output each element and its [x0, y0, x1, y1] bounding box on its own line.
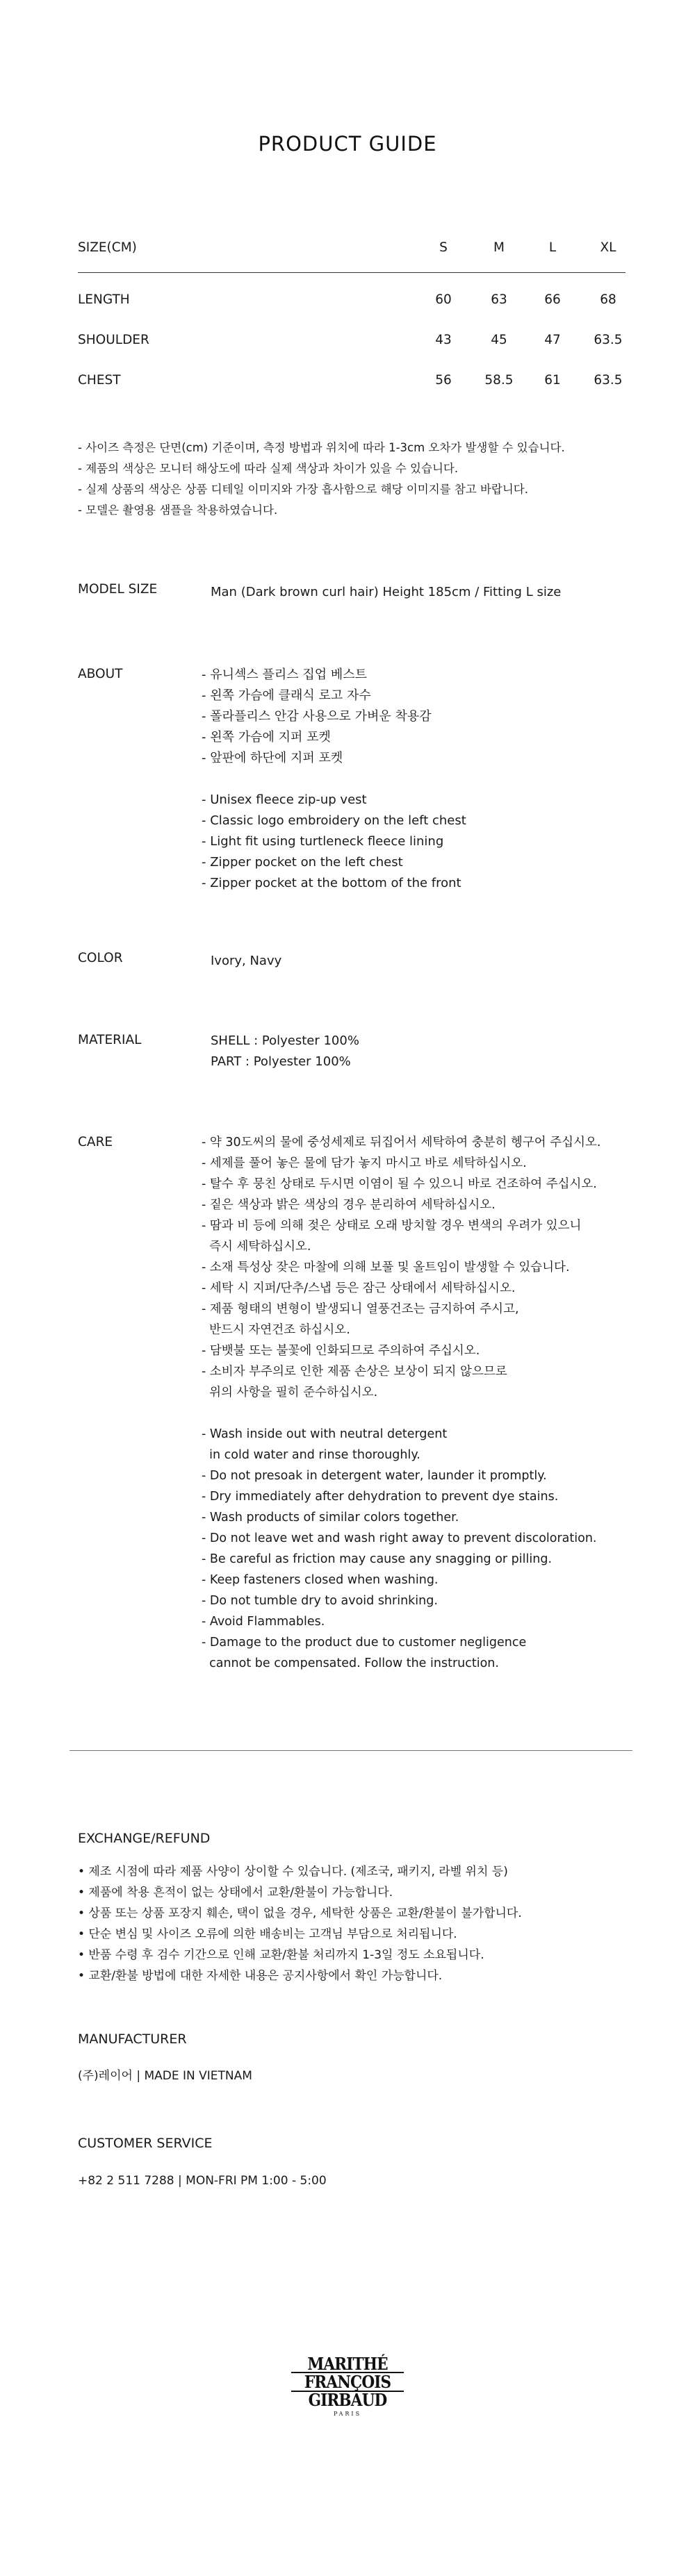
- about-label: ABOUT: [78, 667, 123, 681]
- care-line: - Keep fasteners closed when washing.: [202, 1573, 439, 1587]
- exchange-line: • 상품 또는 상품 포장지 훼손, 택이 없을 경우, 세탁한 상품은 교환/환불이 불가합니다.: [78, 1906, 522, 1920]
- table-cell: 45: [491, 333, 507, 347]
- about-line: - 왼쪽 가슴에 클래식 로고 자수: [202, 688, 371, 703]
- manufacturer-value: (주)레이어 | MADE IN VIETNAM: [78, 2069, 252, 2083]
- material-line: SHELL : Polyester 100%: [211, 1033, 359, 1048]
- care-line: - 땀과 비 등에 의해 젖은 상태로 오래 방치할 경우 변색의 우려가 있으니: [202, 1219, 582, 1233]
- note-line: - 실제 상품의 색상은 상품 디테일 이미지와 가장 흡사함으로 해당 이미지를 참고 바랍니다.: [78, 483, 528, 496]
- table-cell: 63.5: [594, 333, 623, 347]
- care-line: - Damage to the product due to customer negligence: [202, 1636, 527, 1650]
- about-line: [202, 769, 466, 790]
- care-line: cannot be compensated. Follow the instruction.: [202, 1656, 499, 1670]
- care-line: - Wash inside out with neutral detergent: [202, 1427, 448, 1441]
- about-line: - 유니섹스 플리스 집업 베스트: [202, 667, 368, 682]
- material-text: [211, 1031, 359, 1072]
- manufacturer-label: MANUFACTURER: [78, 2031, 187, 2047]
- size-table-header: [78, 240, 626, 273]
- color-value: Ivory, Navy: [211, 954, 282, 968]
- exchange-line: • 단순 변심 및 사이즈 오류에 의한 배송비는 고객님 부담으로 처리됩니다.: [78, 1927, 457, 1941]
- care-text: [202, 1132, 600, 1674]
- logo-line-1: MARITHÉ: [307, 2354, 388, 2374]
- section-divider: [70, 1750, 632, 1751]
- care-label: CARE: [78, 1135, 113, 1149]
- about-line: - Zipper pocket on the left chest: [202, 855, 403, 870]
- color-label: COLOR: [78, 951, 123, 965]
- size-header-s: S: [439, 240, 448, 255]
- note-line: - 모델은 촬영용 샘플을 착용하였습니다.: [78, 504, 278, 517]
- page-title: PRODUCT GUIDE: [258, 132, 437, 156]
- logo-sub: PARIS: [333, 2411, 362, 2417]
- care-line: - 세제를 풀어 놓은 물에 담가 놓지 마시고 바로 세탁하십시오.: [202, 1156, 527, 1170]
- table-cell: 43: [435, 333, 452, 347]
- care-line: - 세탁 시 지퍼/단추/스냅 등은 잠근 상태에서 세탁하십시오.: [202, 1281, 516, 1295]
- table-cell: 61: [544, 373, 561, 388]
- customer-service-label: CUSTOMER SERVICE: [78, 2136, 213, 2151]
- note-line: - 사이즈 측정은 단면(cm) 기준이며, 측정 방법과 위치에 따라 1-3cm 오차가 발생할 수 있습니다.: [78, 441, 565, 454]
- size-table: [78, 240, 626, 413]
- care-line: - Do not tumble dry to avoid shrinking.: [202, 1594, 438, 1608]
- row-label: CHEST: [78, 373, 121, 388]
- table-cell: 66: [544, 292, 561, 307]
- table-cell: 68: [600, 292, 616, 307]
- about-text: [202, 665, 466, 894]
- customer-service-value: +82 2 511 7288 | MON-FRI PM 1:00 - 5:00: [78, 2174, 327, 2188]
- care-line: - Avoid Flammables.: [202, 1615, 325, 1629]
- about-line: - 폴라플리스 안감 사용으로 가벼운 착용감: [202, 709, 432, 724]
- care-line: 즉시 세탁하십시오.: [202, 1240, 311, 1254]
- logo-line-3: GIRBAUD: [308, 2390, 387, 2410]
- care-line: - 담뱃불 또는 불꽃에 인화되므로 주의하여 주십시오.: [202, 1344, 480, 1358]
- size-notes: [78, 438, 565, 521]
- about-line: - Zipper pocket at the bottom of the front: [202, 876, 461, 890]
- exchange-line: • 제품에 착용 흔적이 없는 상태에서 교환/환불이 가능합니다.: [78, 1886, 393, 1900]
- care-line: - 탈수 후 뭉친 상태로 두시면 이염이 될 수 있으니 바로 건조하여 주십시오.: [202, 1177, 597, 1191]
- care-line: - Be careful as friction may cause any snagging or pilling.: [202, 1552, 553, 1566]
- row-label: SHOULDER: [78, 333, 149, 347]
- care-line: - 제품 형태의 변형이 발생되니 열풍건조는 금지하여 주시고,: [202, 1302, 519, 1316]
- table-cell: 47: [544, 333, 561, 347]
- care-line: 위의 사항을 필히 준수하십시오.: [202, 1386, 378, 1399]
- model-size-label: MODEL SIZE: [78, 582, 158, 597]
- care-line: - 소비자 부주의로 인한 제품 손상은 보상이 되지 않으므로: [202, 1365, 507, 1379]
- exchange-line: • 제조 시점에 따라 제품 사양이 상이할 수 있습니다. (제조국, 패키지, 라벨 위치 등): [78, 1865, 508, 1879]
- about-line: - 왼쪽 가슴에 지퍼 포켓: [202, 730, 331, 745]
- table-cell: 58.5: [484, 373, 514, 388]
- table-row: [78, 292, 626, 333]
- table-row: [78, 333, 626, 373]
- exchange-refund-label: EXCHANGE/REFUND: [78, 1831, 211, 1846]
- table-row: [78, 373, 626, 413]
- about-line: - Classic logo embroidery on the left chest: [202, 813, 466, 828]
- exchange-refund-text: [78, 1861, 522, 1986]
- care-line: - Wash products of similar colors together.: [202, 1511, 459, 1524]
- size-header-label: SIZE(CM): [78, 240, 137, 255]
- logo-line-2: FRANÇOIS: [291, 2372, 404, 2392]
- about-line: - 앞판에 하단에 지퍼 포켓: [202, 751, 343, 765]
- care-line: [202, 1403, 600, 1424]
- size-header-l: L: [548, 240, 557, 255]
- material-label: MATERIAL: [78, 1033, 142, 1047]
- care-line: - 소재 특성상 잦은 마찰에 의해 보풀 및 올트임이 발생할 수 있습니다.: [202, 1261, 570, 1274]
- care-line: - 짙은 색상과 밝은 색상의 경우 분리하여 세탁하십시오.: [202, 1198, 496, 1212]
- table-cell: 56: [435, 373, 452, 388]
- table-cell: 63: [491, 292, 507, 307]
- model-size-value: Man (Dark brown curl hair) Height 185cm / Fitting L size: [211, 585, 562, 599]
- care-line: - Do not leave wet and wash right away to prevent discoloration.: [202, 1531, 597, 1545]
- material-line: PART : Polyester 100%: [211, 1054, 351, 1069]
- about-line: - Unisex fleece zip-up vest: [202, 792, 367, 807]
- care-line: - Do not presoak in detergent water, launder it promptly.: [202, 1469, 547, 1483]
- size-header-xl: XL: [600, 240, 616, 255]
- row-label: LENGTH: [78, 292, 130, 307]
- care-line: - Dry immediately after dehydration to prevent dye stains.: [202, 1490, 559, 1504]
- note-line: - 제품의 색상은 모니터 해상도에 따라 실제 색상과 차이가 있을 수 있습니다.: [78, 462, 459, 475]
- care-line: - 약 30도씨의 물에 중성세제로 뒤집어서 세탁하여 충분히 헹구어 주십시오.: [202, 1136, 601, 1149]
- about-line: - Light fit using turtleneck fleece lining: [202, 834, 444, 849]
- table-cell: 63.5: [594, 373, 623, 388]
- brand-logo: [285, 2356, 410, 2417]
- exchange-line: • 반품 수령 후 검수 기간으로 인해 교환/환불 처리까지 1-3일 정도 소요됩니다.: [78, 1948, 484, 1962]
- exchange-line: • 교환/환불 방법에 대한 자세한 내용은 공지사항에서 확인 가능합니다.: [78, 1969, 443, 1983]
- care-line: in cold water and rinse thoroughly.: [202, 1448, 420, 1462]
- table-cell: 60: [435, 292, 452, 307]
- care-line: 반드시 자연건조 하십시오.: [202, 1323, 350, 1337]
- size-header-m: M: [493, 240, 505, 255]
